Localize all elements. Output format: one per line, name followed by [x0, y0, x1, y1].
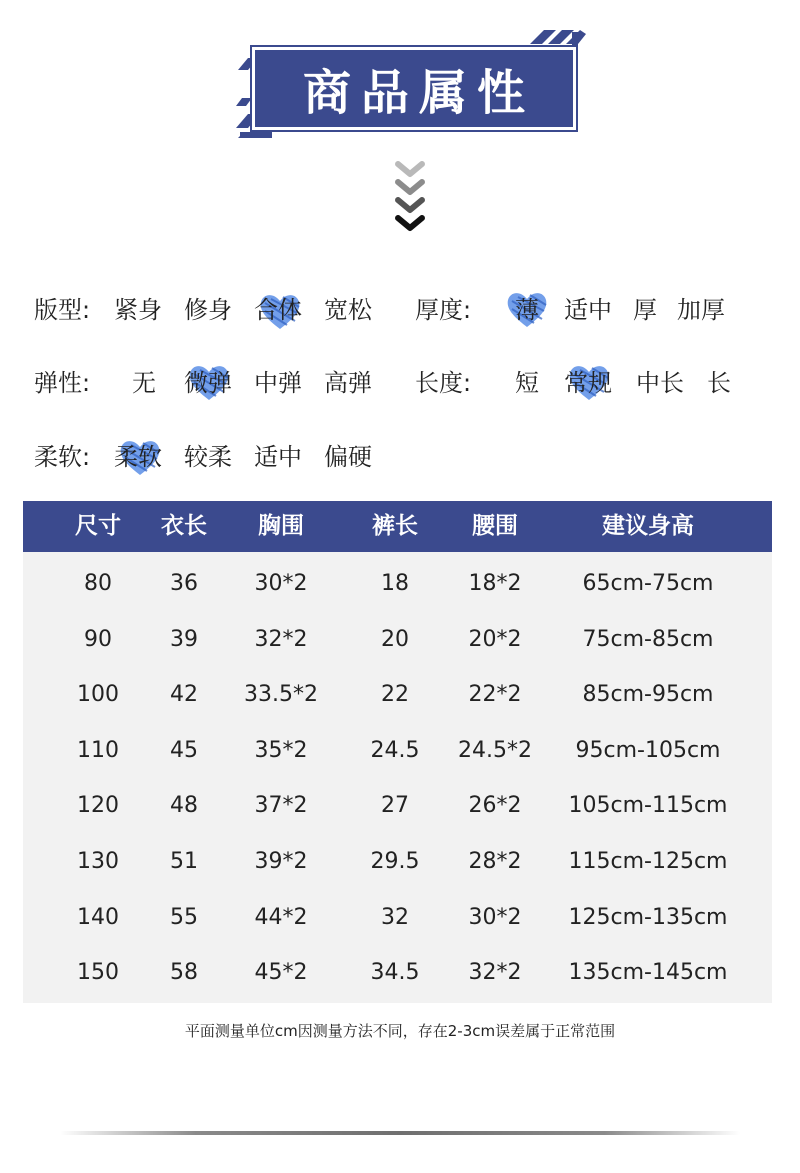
table-cell: 35*2 — [254, 737, 308, 763]
table-cell: 80 — [84, 571, 112, 596]
table-cell: 55 — [170, 904, 198, 930]
fit-label: 版型: — [34, 296, 91, 324]
table-cell: 135cm-145cm — [568, 960, 728, 986]
softness-option-selected: 柔软 — [114, 443, 162, 471]
length-option: 短 — [515, 369, 539, 397]
column-header: 尺寸 — [75, 513, 121, 539]
table-cell: 51 — [170, 849, 198, 874]
column-header: 腰围 — [472, 513, 518, 539]
elasticity-option: 中弹 — [254, 369, 302, 397]
softness-label: 柔软: — [34, 443, 91, 471]
table-cell: 33.5*2 — [244, 682, 318, 708]
table-cell: 29.5 — [370, 849, 420, 874]
thickness-option: 加厚 — [677, 296, 725, 324]
softness-option: 较柔 — [184, 443, 232, 471]
table-cell: 90 — [84, 626, 112, 652]
length-option: 中长 — [636, 369, 684, 397]
softness-option: 偏硬 — [324, 443, 372, 471]
table-header — [23, 501, 772, 552]
table-cell: 34.5 — [370, 960, 420, 986]
table-cell: 24.5*2 — [458, 737, 532, 763]
fit-option: 宽松 — [324, 296, 372, 324]
elasticity-option: 高弹 — [324, 369, 372, 397]
table-cell: 150 — [77, 960, 119, 986]
elasticity-option-selected: 微弹 — [184, 369, 232, 397]
table-cell: 32*2 — [468, 960, 522, 986]
column-header: 胸围 — [258, 513, 304, 539]
attribute-row-softness — [34, 437, 434, 477]
table-cell: 125cm-135cm — [568, 904, 728, 930]
table-cell: 32*2 — [254, 626, 308, 652]
thickness-option: 适中 — [564, 296, 612, 324]
table-cell: 28*2 — [468, 849, 522, 874]
table-cell: 20 — [381, 626, 409, 652]
table-cell: 18*2 — [468, 571, 522, 596]
fit-option: 修身 — [184, 296, 232, 324]
table-cell: 85cm-95cm — [582, 682, 714, 708]
table-cell: 48 — [170, 793, 198, 819]
measurement-note: 平面测量单位cm因测量方法不同，存在2-3cm误差属于正常范围 — [184, 1022, 616, 1040]
table-cell: 37*2 — [254, 793, 308, 819]
elasticity-label: 弹性: — [34, 369, 91, 397]
table-cell: 45*2 — [254, 960, 308, 986]
table-cell: 58 — [170, 960, 198, 986]
attribute-row-fit-thickness — [34, 290, 774, 330]
table-cell: 130 — [77, 849, 119, 874]
title-banner — [252, 47, 576, 130]
table-cell: 120 — [77, 793, 119, 819]
chevron-down-icon — [392, 158, 428, 238]
table-cell: 27 — [381, 793, 409, 819]
table-cell: 24.5 — [370, 737, 420, 763]
table-cell: 65cm-75cm — [582, 571, 714, 596]
bottom-divider — [60, 1131, 740, 1135]
table-cell: 39*2 — [254, 849, 308, 874]
table-cell: 44*2 — [254, 904, 308, 930]
length-option-selected: 常规 — [564, 369, 612, 397]
table-cell: 22 — [381, 682, 409, 708]
table-cell: 95cm-105cm — [575, 737, 721, 763]
column-header: 建议身高 — [602, 513, 694, 539]
table-cell: 105cm-115cm — [568, 793, 728, 819]
fit-option: 紧身 — [114, 296, 162, 324]
elasticity-option: 无 — [132, 369, 156, 397]
softness-option: 适中 — [254, 443, 302, 471]
table-cell: 20*2 — [468, 626, 522, 652]
column-header: 衣长 — [161, 513, 207, 539]
table-cell: 75cm-85cm — [582, 626, 714, 652]
page-title: 商品属性 — [302, 65, 535, 121]
thickness-option: 厚 — [633, 296, 657, 324]
thickness-label: 厚度: — [415, 296, 472, 324]
length-label: 长度: — [415, 369, 472, 397]
table-cell: 36 — [170, 571, 198, 596]
table-cell: 45 — [170, 737, 198, 763]
table-cell: 32 — [381, 904, 409, 930]
table-cell: 110 — [77, 737, 119, 763]
table-cell: 26*2 — [468, 793, 522, 819]
attribute-row-elasticity-length — [34, 363, 774, 403]
table-cell: 42 — [170, 682, 198, 708]
table-cell: 140 — [77, 904, 119, 930]
fit-option-selected: 合体 — [254, 296, 302, 324]
column-header: 裤长 — [372, 513, 418, 539]
table-cell: 18 — [381, 571, 409, 596]
thickness-option-selected: 薄 — [515, 296, 539, 324]
table-cell: 100 — [77, 682, 119, 708]
length-option: 长 — [707, 369, 731, 397]
table-cell: 115cm-125cm — [568, 849, 728, 874]
table-cell: 39 — [170, 626, 198, 652]
table-cell: 30*2 — [254, 571, 308, 596]
table-cell: 30*2 — [468, 904, 522, 930]
table-cell: 22*2 — [468, 682, 522, 708]
size-table — [23, 501, 772, 1003]
